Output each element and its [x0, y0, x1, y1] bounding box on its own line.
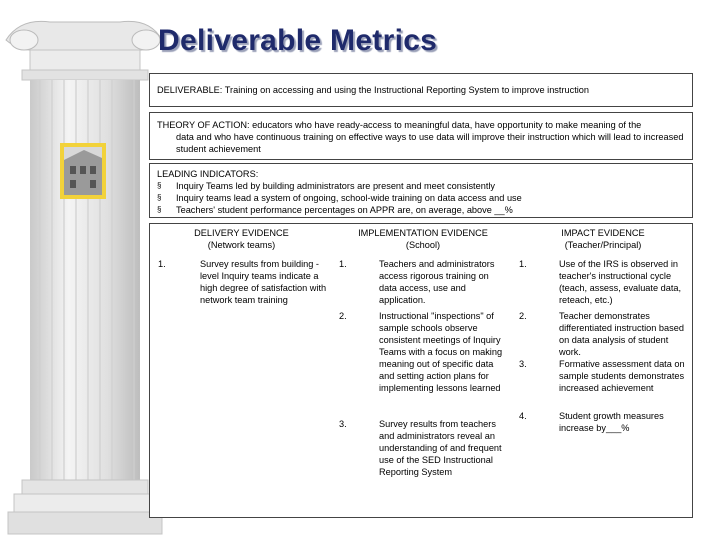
item-number: 1. — [158, 259, 166, 269]
item-number: 1. — [519, 259, 527, 269]
leading-indicators-box — [149, 163, 693, 218]
column-heading-title: DELIVERY EVIDENCE — [194, 228, 289, 238]
item-text: Survey results from building -level Inquiry teams indicate a high degree of satisfaction with network team training — [200, 259, 327, 305]
column-heading-subtitle: (Network teams) — [207, 240, 276, 250]
bullet-icon: § — [157, 205, 162, 214]
delivery-evidence-column — [150, 224, 333, 517]
item-number: 1. — [339, 259, 347, 269]
implementation-evidence-column — [333, 224, 513, 517]
item-number: 3. — [339, 419, 347, 429]
impact-evidence-column — [513, 224, 693, 517]
item-number: 2. — [339, 311, 347, 321]
implementation-evidence-heading — [333, 227, 513, 251]
column-heading-subtitle: (School) — [405, 240, 441, 250]
item-text: Use of the IRS is observed in teacher's instructional cycle (teach, assess, evaluate data, reteach, etc.) — [559, 259, 682, 305]
item-text: Teacher demonstrates differentiated instruction based on data analysis of student work. — [559, 311, 684, 357]
evidence-table — [149, 223, 693, 518]
delivery-evidence-heading — [150, 227, 333, 251]
indicator-item — [157, 180, 686, 192]
item-number: 4. — [519, 411, 527, 421]
bullet-icon: § — [157, 193, 162, 202]
column-heading-title: IMPLEMENTATION EVIDENCE — [358, 228, 488, 238]
indicator-text: Teachers' student performance percentages on APPR are, on average, above __% — [176, 205, 513, 215]
theory-text-first: THEORY OF ACTION: educators who have ready-access to meaningful data, have opportunity to make meaning of the — [157, 120, 642, 130]
item-text: Formative assessment data on sample students demonstrates increased achievement — [559, 359, 685, 393]
item-number: 3. — [519, 359, 527, 369]
indicator-text: Inquiry teams lead a system of ongoing, school-wide training on data access and use — [176, 193, 522, 203]
page-title: Deliverable Metrics — [158, 24, 438, 57]
item-text: Survey results from teachers and administrators reveal an understanding of and frequent use of the SED Instructional Reporting System — [379, 419, 502, 477]
theory-box — [149, 112, 693, 160]
column-heading-title: IMPACT EVIDENCE — [561, 228, 645, 238]
indicator-item — [157, 204, 686, 216]
indicator-text: Inquiry Teams led by building administrators are present and meet consistently — [176, 181, 496, 191]
theory-text-rest: data and who have continuous training on effective ways to use data will improve their instruction which will lead to increased student achievement — [176, 132, 684, 154]
leading-indicators-heading: LEADING INDICATORS: — [157, 169, 259, 179]
bullet-icon: § — [157, 181, 162, 190]
deliverable-text: DELIVERABLE: Training on accessing and using the Instructional Reporting System to improve instruction — [157, 85, 590, 95]
item-number: 2. — [519, 311, 527, 321]
impact-evidence-heading — [513, 227, 693, 251]
item-text: Student growth measures increase by___% — [559, 411, 664, 433]
item-text: Teachers and administrators access rigorous training on data access, use and application. — [379, 259, 495, 305]
deliverable-box — [149, 73, 693, 107]
indicator-item — [157, 192, 686, 204]
column-heading-subtitle: (Teacher/Principal) — [564, 240, 642, 250]
item-text: Instructional "inspections" of sample schools observe consistent meetings of Inquiry Teams with a focus on making meaning out of specific data and setting action plans for implementing lessons learned — [379, 311, 503, 393]
